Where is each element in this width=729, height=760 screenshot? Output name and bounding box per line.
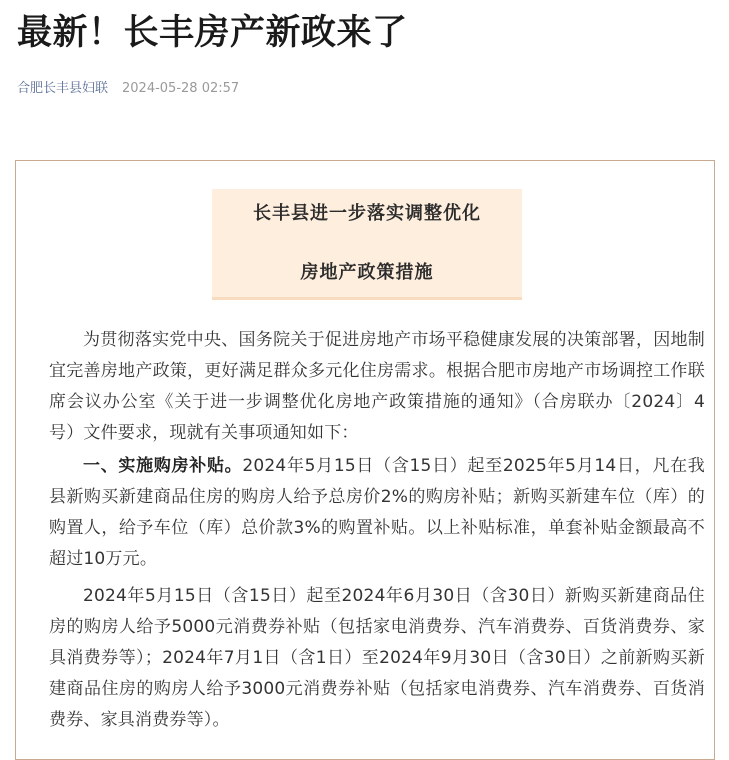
- notice-heading-line-1: 长丰县进一步落实调整优化: [253, 203, 481, 224]
- paragraph-text: 为贯彻落实党中央、国务院关于促进房地产市场平稳健康发展的决策部署，因地制宜完善房地产政策，更好满足群众多元化住房需求。根据合肥市房地产市场调控工作联席会议办公室《关于进一步调整优化房地产政策措施的通知》（合房联办〔2024〕4号）文件要求，现就有关事项通知如下：: [49, 330, 705, 443]
- intro-paragraph: [49, 325, 705, 449]
- publish-date: 2024-05-28 02:57: [122, 81, 240, 96]
- subsidy-paragraph: [49, 451, 705, 575]
- notice-heading-box: [212, 189, 522, 300]
- paragraph-text: 2024年5月15日（含15日）起至2024年6月30日（含30日）新购买新建商品住房的购房人给予5000元消费券补贴（包括家电消费券、汽车消费券、百货消费券、家具消费券等）；2024年7月1日（含1日）至2024年9月30日（含30日）之前新购买新建商品住房的购房人给予3000元消费券补贴（包括家电消费券、汽车消费券、百货消费券、家具消费券等）。: [49, 586, 705, 730]
- notice-heading-line-2: 房地产政策措施: [300, 262, 434, 283]
- notice-frame: [15, 160, 715, 760]
- article-title: 最新！长丰房产新政来了: [17, 13, 408, 53]
- voucher-paragraph: [49, 581, 705, 736]
- paragraph-lead: 一、实施购房补贴。: [83, 456, 243, 476]
- paragraph-text: 2024年5月15日（含15日）起至2025年5月14日，凡在我县新购买新建商品住房的购房人给予总房价2%的购房补贴；新购买新建车位（库）的购置人，给予车位（库）总价款3%的购置补贴。以上补贴标准，单套补贴金额最高不超过10万元。: [49, 456, 705, 569]
- author-link[interactable]: 合肥长丰县妇联: [17, 81, 109, 96]
- article-meta: [17, 80, 239, 98]
